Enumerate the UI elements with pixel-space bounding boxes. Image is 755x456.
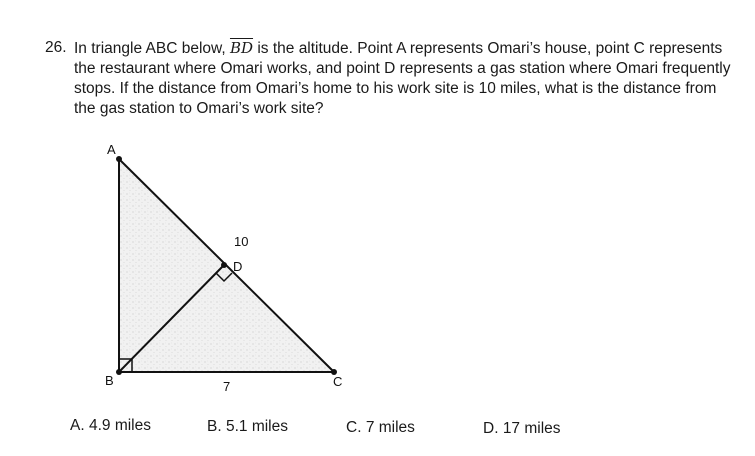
choice-d[interactable] <box>483 420 561 438</box>
choice-b-letter: B. <box>207 418 222 435</box>
choice-c-text: 7 miles <box>365 419 415 436</box>
question-number: 26. <box>45 39 67 56</box>
question-text-after: is the altitude. Point A represents Omari’s house, point C represents the restaurant where Omari works, and point D represents a gas station where Omari frequently stops. If the distance from Omari’s home to his work site is 10 miles, what is the distance from the gas station to Omari’s work site? <box>74 40 731 117</box>
choice-c[interactable] <box>346 419 415 437</box>
choice-c-letter: C. <box>346 419 362 436</box>
point-b <box>116 369 122 375</box>
label-a: A <box>107 142 116 157</box>
choice-a-text: 4.9 miles <box>88 417 151 434</box>
segment-bd-label: $\overline{BD}$ <box>229 39 254 57</box>
label-c: C <box>333 374 343 389</box>
label-bc-length: 7 <box>223 379 231 394</box>
point-a <box>116 156 122 162</box>
choice-b[interactable] <box>207 418 288 436</box>
choice-d-letter: D. <box>483 420 499 437</box>
choice-b-text: 5.1 miles <box>225 418 288 435</box>
label-b: B <box>105 373 114 388</box>
label-d: D <box>233 259 243 274</box>
question-text-before: In triangle ABC below, <box>74 40 230 57</box>
choice-a[interactable] <box>70 417 151 435</box>
label-ac-length: 10 <box>234 234 249 249</box>
choice-a-letter: A. <box>70 417 85 434</box>
choice-d-text: 17 miles <box>502 420 561 437</box>
point-d <box>221 262 227 268</box>
